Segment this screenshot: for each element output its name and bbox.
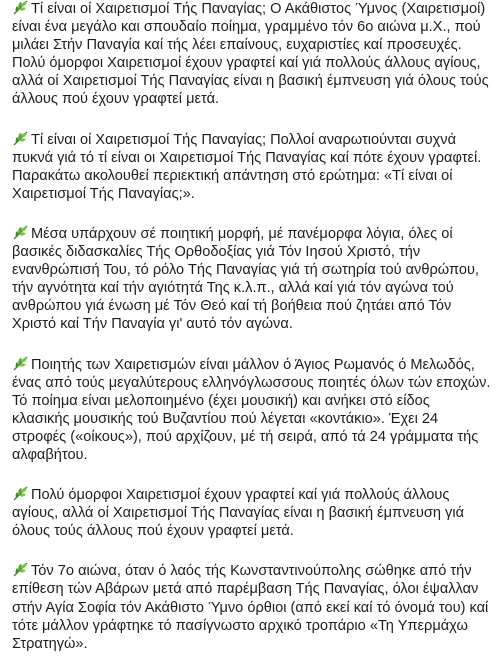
paragraph-4-text: Ποιητής των Χαιρετισμών είναι μάλλον ό Άγιος Ρωμανός ό Μελωδός, ένας από τούς μεγαλύτερους ελληνόγλωσσους ποιητές όλων τών εποχών. Τό ποίημα είναι μελοποιημένο (έχει μουσική) και ανήκει στό είδος κλασικής μουσικής τού Βυζαντίου πού λέγεται «κοντάκιο». Έχει 24 στροφές («οίκους»), πού αρχίζουν, μέ τή σειρά, από τά 24 γράμματα τής αλφαβήτου. <box>12 356 491 463</box>
herb-icon <box>12 486 29 501</box>
herb-icon <box>12 0 29 15</box>
paragraph-1-text: Τί είναι οί Χαιρετισμοί Τής Παναγίας; Ο Ακάθιστος Ύμνος (Χαιρετισμοί) είναι ένα μεγάλο και σπουδαίο ποίημα, γραμμένο τόν 6ο αιώνα μ.Χ., πού μιλάει Στήν Παναγία καί τής λέει επαίνους, ευχαριστίες καί προσευχές. Πολύ όμορφοι Χαιρετισμοί έχουν γραφτεί καί γιά πολλούς άλλους αγίους, αλλά οί Χαιρετισμοί Τής Παναγίας είναι η βασική έμπνευση γιά όλους τούς άλλους πού έχουν γραφτεί μετά. <box>12 1 489 108</box>
paragraph-1 <box>12 0 491 109</box>
paragraph-3 <box>12 225 491 334</box>
paragraph-5-text: Πολύ όμορφοι Χαιρετισμοί έχουν γραφτεί καί γιά πολλούς άλλους αγίους, αλλά οί Χαιρετισμοί Τής Παναγίας είναι η βασική έμπνευση γιά όλους τούς άλλους πού έχουν γραφτεί μετά. <box>12 487 465 540</box>
paragraph-5 <box>12 486 491 540</box>
herb-icon <box>12 356 29 371</box>
paragraph-2 <box>12 131 491 203</box>
paragraph-4 <box>12 356 491 465</box>
paragraph-3-text: Μέσα υπάρχουν σέ ποιητική μορφή, μέ πανέμορφα λόγια, όλες οί βασικές διδασκαλίες Τής Ορθοδοξίας γιά Τόν Ιησού Χριστό, τήν ενανθρώπισή Του, τό ρόλο Τής Παναγίας γιά τή σωτηρία τού ανθρώπου, τήν αγνότητα καί τήν αγιότητά Της κ.λ.π., αλλά καί γιά τόν αγώνα τού ανθρώπου γιά ένωση μέ Τόν Θεό καί τή βοήθεια πού ζητάει από Τόν Χριστό καί Τήν Παναγία γι' αυτό τόν αγώνα. <box>12 225 479 333</box>
herb-icon <box>12 562 29 577</box>
paragraph-6 <box>12 562 491 652</box>
paragraph-6-text: Τόν 7ο αιώνα, όταν ό λαός τής Κωνσταντινούπολης σώθηκε από τήν επίθεση τών Αβάρων μετά από παρέμβαση Τής Παναγίας, όλοι έψαλλαν στήν Αγία Σοφία τόν Ακάθιστο Ύμνο όρθιοι (από εκεί καί τό όνομά του) καί τότε μάλλον γράφτηκε τό πασίγνωστο αρχικό τροπάριο «Τη Υπερμάχω Στρατηγώ». <box>12 563 489 652</box>
herb-icon <box>12 225 29 240</box>
paragraph-2-text: Τί είναι οί Χαιρετισμοί Τής Παναγίας; Πολλοί αναρωτιούνται συχνά πυκνά γιά τό τί είναι οι Χαιρετισμοί Τής Παναγίας καί πότε έχουν γραφτεί. Παρακάτω ακολουθεί περιεκτική απάντηση στό ερώτημα: «Τί είναι οί Χαιρετισμοί Τής Παναγίας;». <box>12 131 482 202</box>
herb-icon <box>12 131 29 146</box>
